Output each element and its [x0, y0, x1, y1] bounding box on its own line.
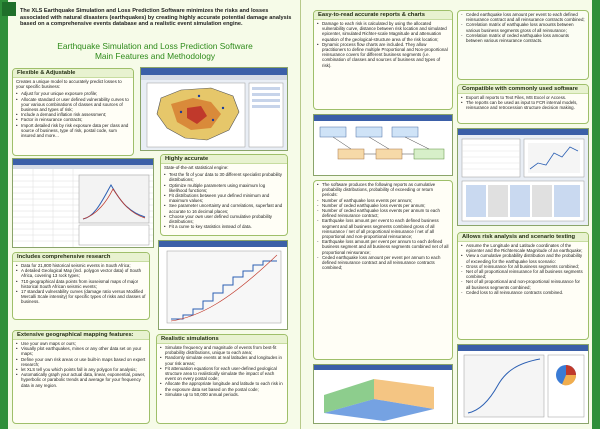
- list-item: • A detailed Geological Map (incl. polygon vector data) of South Africa, covering 13 rock types;: [16, 268, 146, 278]
- list-item: • Export all reports to Text Files, MS Excel or Access.: [461, 95, 585, 100]
- list-item: - Net of all proportional reinsurance for all business segments combined;: [461, 269, 585, 279]
- list-item: - Earthquake loss amount per event per annum to each defined business segment and all business segments combined net of all proportional reinsurance;: [317, 239, 449, 255]
- correlation-box: [457, 10, 589, 80]
- list-item: • Test the fit of your data to 30 different specialist probability distributions;: [164, 172, 284, 182]
- intro-text: The XLS Earthquake Simulation and Loss Prediction Software minimizes the risks and losses associated with natural disasters (earthquakes) by creating highly accurate potential damage analysis based on a comprehensive events database and a realistic event simulation engine.: [20, 8, 292, 28]
- list-item: • Factor in reinsurance contracts;: [16, 117, 130, 122]
- list-item: • 710 geographical data points from isoseismal maps of major historical South African seismic events;: [16, 279, 146, 289]
- list-item: - Correlation matrix of ceded earthquake loss amounts between various reinsurance contracts.: [461, 33, 585, 43]
- mapping-heading: Extensive geographical mapping features:: [13, 331, 149, 340]
- research-heading: Includes comprehensive research: [13, 253, 149, 262]
- list-item: - Number of ceded earthquake loss events per annum;: [317, 203, 449, 208]
- list-item: • View a cumulative probability distribution and the probability of exceeding for the earthquake loss scenario:: [461, 253, 585, 263]
- right-green-stripe: [592, 0, 600, 429]
- compatible-heading: Compatible with commonly used software: [458, 85, 588, 94]
- produces-intro: • The software produces the following reports as cumulative probability distributions, probability of exceeding or return periods:: [317, 182, 449, 198]
- accurate-intro: State-of-the-art statistical engine:: [164, 165, 229, 170]
- left-green-stripe: [0, 0, 8, 429]
- spreadsheet-screenshot: [12, 158, 154, 248]
- list-item: - Number of earthquake loss events per annum;: [317, 198, 449, 203]
- main-subtitle: Main Features and Methodology: [94, 51, 216, 61]
- list-item: • Simulate frequency and magnitude of events from best-fit probability distributions, unique to each area;: [160, 345, 284, 355]
- list-item: - Ceded loss to all reinsurance contracts combined.: [461, 290, 585, 295]
- flexible-box: [12, 68, 134, 156]
- list-item: - Ceded earthquake loss amount per event to each defined reinsurance contract and all reinsurance contracts combined;: [461, 12, 585, 22]
- report-windows-graphic: [458, 129, 588, 225]
- reports-heading: Easy-to-read accurate reports & charts: [314, 11, 452, 20]
- realistic-box: [156, 334, 288, 424]
- list-item: • Assume the Longitude and Latitude coordinates of the epicenter and the Richterscale Magnitude of an earthquake;: [461, 243, 585, 253]
- list-item: • Adjust for your unique exposure profile;: [16, 91, 130, 96]
- list-item: - Earthquake loss amount per event to each defined business segment and all business segments combined gross of all reinsurance / net of all proportional reinsurance / net of all proportional and non-proportional reinsurance;: [317, 218, 449, 239]
- scenario-heading: Allows risk analysis and scenario testing: [458, 233, 588, 242]
- reports-box: [313, 10, 453, 110]
- list-item: • Simulate up to 50,000 annual periods.: [160, 392, 284, 397]
- list-item: • let XLS tell you which points fall in any polygon for analysis;: [16, 367, 146, 372]
- mapping-box: [12, 330, 150, 424]
- list-item: • Fit a curve to key statistics instead of data.: [164, 224, 284, 229]
- process-flow-screenshot: [313, 114, 453, 176]
- realistic-heading: Realistic simulations: [157, 335, 287, 344]
- list-item: - Net of all proportional and non-proportional reinsurance for all business segments combined;: [461, 279, 585, 289]
- process-flow-graphic: [314, 115, 452, 175]
- flexible-heading: Flexible & Adjustable: [13, 69, 133, 78]
- surface-plot-graphic: [314, 365, 452, 423]
- cumulative-chart-graphic: [159, 241, 287, 329]
- list-item: • Allocate the appropriate longitude and latitude to each risk in the exposure data set based on the postal code;: [160, 381, 284, 391]
- scenario-box: [457, 232, 589, 340]
- list-item: • Optimize multiple parameters using maximum log likelihood functions;: [164, 183, 284, 193]
- map-window-screenshot: [140, 67, 288, 151]
- spreadsheet-graphic: [13, 159, 153, 247]
- list-item: • The reports can be used as input to FCR internal models, reinsurance and retrocession structure decision making.: [461, 100, 585, 110]
- logo-mark: [2, 2, 16, 16]
- list-item: • See parameter uncertainty and correlations, superfast and accurate to 16 decimal places;: [164, 203, 284, 213]
- flexible-intro: Creates a unique model to accurately predict losses to your specific business:: [16, 79, 122, 90]
- list-item: • Damage to each risk is calculated by using the allocated vulnerability curve, distance between risk location and simulated epicenter, simulated Richter-scale Magnitude and attenuation equation of the geological-structure area of the risk location;: [317, 21, 449, 42]
- scenario-chart-screenshot: [457, 344, 589, 424]
- list-item: • 17 standard vulnerability curves (damage ratio versus Modified Mercalli Scale intensity) for specific types of risks and classes of business.: [16, 289, 146, 305]
- list-item: - Number of ceded earthquake loss events per annum to each defined reinsurance contract;: [317, 208, 449, 218]
- map-window-graphic: [141, 68, 287, 150]
- scenario-chart-graphic: [458, 345, 588, 423]
- list-item: • Include a demand inflation risk assessment;: [16, 112, 130, 117]
- list-item: • Data for 21,800 historical seismic events in South Africa;: [16, 263, 146, 268]
- main-title-block: [30, 41, 280, 61]
- accurate-box: [160, 154, 288, 236]
- list-item: • Use your own maps or ours;: [16, 341, 146, 346]
- accurate-heading: Highly accurate: [161, 155, 287, 164]
- research-box: [12, 252, 150, 320]
- list-item: • Fit attenuation equations for each user-defined geological structure area to realistically simulate the impact of each event on every postal code;: [160, 366, 284, 382]
- right-page: [300, 0, 600, 429]
- list-item: • Visually plot earthquakes, mines or any other data set on your maps;: [16, 346, 146, 356]
- list-item: • Import detailed risk by risk exposure data per class and source of business, type of risk, postal code, sum insured and more...: [16, 123, 130, 139]
- list-item: - Ceded earthquake loss amount per event per annum to each defined reinsurance contract and all reinsurance contracts combined;: [317, 255, 449, 271]
- main-title: Earthquake Simulation and Loss Prediction Software: [57, 41, 253, 51]
- list-item: - Gross of reinsurance for all business segments combined;: [461, 264, 585, 269]
- report-windows-screenshot: [457, 128, 589, 226]
- list-item: • Fit distributions between your defined minimum and maximum values;: [164, 193, 284, 203]
- surface-plot-screenshot: [313, 364, 453, 424]
- list-item: • Define your own risk areas or use built-in maps based on expert research;: [16, 357, 146, 367]
- list-item: • Allocate standard or user defined vulnerability curves to your various combinations of classes and sources of business and types of risk;: [16, 97, 130, 113]
- compatible-box: [457, 84, 589, 124]
- list-item: • Dynamic process flow charts are included. They allow practitioners to define multiple Proportional and Non-proportional reinsurance covers for different business segments (i.e. combination of classes and sources of business and types of risk).: [317, 42, 449, 68]
- cumulative-chart-screenshot: [158, 240, 288, 330]
- list-item: • Choose your own user defined cumulative probability distributions;: [164, 214, 284, 224]
- produces-box: [313, 180, 453, 360]
- list-item: • Randomly simulate events at real latitudes and longitudes in your risk areas;: [160, 355, 284, 365]
- list-item: - Correlation matrix of earthquake loss amounts between various business segments gross of all reinsurance;: [461, 22, 585, 32]
- list-item: • Automatically graph your actual data, linear, exponential, power, hyperbolic or parabolic trends and average for your frequency data in any region.: [16, 372, 146, 388]
